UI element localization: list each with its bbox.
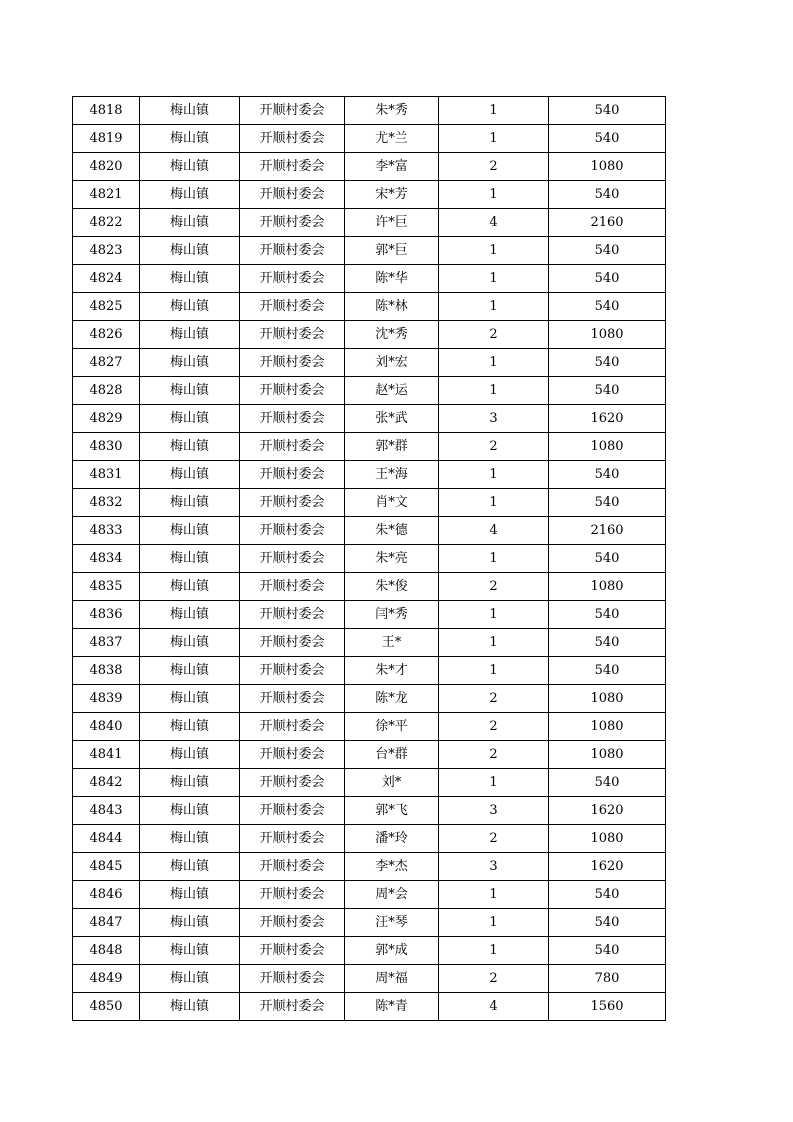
table-row	[73, 937, 666, 965]
cell-serial-number: 4824	[73, 265, 140, 293]
cell-name: 闫*秀	[345, 601, 439, 629]
cell-name: 宋*芳	[345, 181, 439, 209]
cell-amount: 540	[549, 461, 666, 489]
cell-amount: 1080	[549, 433, 666, 461]
cell-village: 开顺村委会	[240, 993, 345, 1021]
cell-amount: 540	[549, 601, 666, 629]
cell-name: 汪*琴	[345, 909, 439, 937]
table-row	[73, 265, 666, 293]
cell-count: 4	[439, 209, 549, 237]
table-row	[73, 741, 666, 769]
cell-town: 梅山镇	[140, 573, 240, 601]
cell-serial-number: 4841	[73, 741, 140, 769]
cell-count: 2	[439, 965, 549, 993]
cell-town: 梅山镇	[140, 125, 240, 153]
cell-name: 郭*群	[345, 433, 439, 461]
cell-village: 开顺村委会	[240, 209, 345, 237]
cell-amount: 1560	[549, 993, 666, 1021]
cell-count: 1	[439, 461, 549, 489]
cell-amount: 540	[549, 909, 666, 937]
cell-village: 开顺村委会	[240, 685, 345, 713]
cell-village: 开顺村委会	[240, 489, 345, 517]
cell-name: 王*	[345, 629, 439, 657]
cell-count: 1	[439, 265, 549, 293]
table-row	[73, 489, 666, 517]
cell-count: 3	[439, 797, 549, 825]
cell-town: 梅山镇	[140, 853, 240, 881]
cell-serial-number: 4819	[73, 125, 140, 153]
cell-count: 1	[439, 545, 549, 573]
cell-amount: 540	[549, 97, 666, 125]
cell-town: 梅山镇	[140, 405, 240, 433]
cell-amount: 540	[549, 937, 666, 965]
table-row	[73, 713, 666, 741]
cell-town: 梅山镇	[140, 153, 240, 181]
table-row	[73, 573, 666, 601]
cell-name: 朱*德	[345, 517, 439, 545]
table-row	[73, 321, 666, 349]
cell-amount: 540	[549, 237, 666, 265]
cell-name: 朱*才	[345, 657, 439, 685]
cell-town: 梅山镇	[140, 181, 240, 209]
cell-town: 梅山镇	[140, 601, 240, 629]
cell-village: 开顺村委会	[240, 293, 345, 321]
cell-amount: 540	[549, 769, 666, 797]
cell-village: 开顺村委会	[240, 377, 345, 405]
cell-name: 周*会	[345, 881, 439, 909]
cell-count: 2	[439, 713, 549, 741]
table-row	[73, 209, 666, 237]
table-row	[73, 545, 666, 573]
cell-village: 开顺村委会	[240, 769, 345, 797]
cell-amount: 1080	[549, 825, 666, 853]
cell-town: 梅山镇	[140, 97, 240, 125]
roster-table-body	[73, 97, 666, 1021]
cell-serial-number: 4838	[73, 657, 140, 685]
cell-name: 尤*兰	[345, 125, 439, 153]
cell-name: 肖*文	[345, 489, 439, 517]
cell-village: 开顺村委会	[240, 853, 345, 881]
cell-village: 开顺村委会	[240, 545, 345, 573]
cell-name: 徐*平	[345, 713, 439, 741]
cell-amount: 540	[549, 349, 666, 377]
cell-serial-number: 4835	[73, 573, 140, 601]
cell-name: 沈*秀	[345, 321, 439, 349]
cell-village: 开顺村委会	[240, 965, 345, 993]
cell-amount: 1080	[549, 321, 666, 349]
cell-name: 周*福	[345, 965, 439, 993]
cell-name: 刘*宏	[345, 349, 439, 377]
cell-serial-number: 4828	[73, 377, 140, 405]
cell-serial-number: 4842	[73, 769, 140, 797]
cell-town: 梅山镇	[140, 685, 240, 713]
table-row	[73, 125, 666, 153]
cell-town: 梅山镇	[140, 993, 240, 1021]
cell-serial-number: 4825	[73, 293, 140, 321]
cell-village: 开顺村委会	[240, 321, 345, 349]
table-row	[73, 237, 666, 265]
cell-name: 陈*华	[345, 265, 439, 293]
table-row	[73, 881, 666, 909]
cell-serial-number: 4846	[73, 881, 140, 909]
table-row	[73, 349, 666, 377]
cell-amount: 540	[549, 489, 666, 517]
table-row	[73, 993, 666, 1021]
table-row	[73, 769, 666, 797]
cell-count: 2	[439, 153, 549, 181]
cell-town: 梅山镇	[140, 545, 240, 573]
cell-village: 开顺村委会	[240, 825, 345, 853]
cell-name: 潘*玲	[345, 825, 439, 853]
cell-amount: 540	[549, 657, 666, 685]
cell-village: 开顺村委会	[240, 153, 345, 181]
cell-amount: 1620	[549, 797, 666, 825]
table-row	[73, 293, 666, 321]
cell-count: 2	[439, 685, 549, 713]
cell-town: 梅山镇	[140, 741, 240, 769]
cell-count: 1	[439, 377, 549, 405]
cell-serial-number: 4832	[73, 489, 140, 517]
cell-serial-number: 4837	[73, 629, 140, 657]
cell-serial-number: 4829	[73, 405, 140, 433]
cell-name: 朱*亮	[345, 545, 439, 573]
cell-amount: 1080	[549, 713, 666, 741]
cell-amount: 2160	[549, 517, 666, 545]
cell-serial-number: 4820	[73, 153, 140, 181]
table-row	[73, 629, 666, 657]
cell-town: 梅山镇	[140, 489, 240, 517]
cell-village: 开顺村委会	[240, 629, 345, 657]
cell-town: 梅山镇	[140, 797, 240, 825]
cell-amount: 540	[549, 181, 666, 209]
cell-count: 1	[439, 881, 549, 909]
cell-amount: 2160	[549, 209, 666, 237]
cell-village: 开顺村委会	[240, 713, 345, 741]
cell-amount: 540	[549, 881, 666, 909]
table-row	[73, 181, 666, 209]
cell-amount: 1620	[549, 853, 666, 881]
cell-count: 3	[439, 853, 549, 881]
cell-name: 张*武	[345, 405, 439, 433]
cell-village: 开顺村委会	[240, 517, 345, 545]
cell-serial-number: 4848	[73, 937, 140, 965]
cell-amount: 780	[549, 965, 666, 993]
cell-amount: 1620	[549, 405, 666, 433]
cell-count: 4	[439, 517, 549, 545]
cell-amount: 1080	[549, 153, 666, 181]
table-row	[73, 825, 666, 853]
cell-serial-number: 4840	[73, 713, 140, 741]
cell-count: 1	[439, 237, 549, 265]
cell-village: 开顺村委会	[240, 797, 345, 825]
cell-town: 梅山镇	[140, 881, 240, 909]
cell-village: 开顺村委会	[240, 181, 345, 209]
cell-village: 开顺村委会	[240, 461, 345, 489]
cell-serial-number: 4823	[73, 237, 140, 265]
table-row	[73, 433, 666, 461]
cell-count: 2	[439, 741, 549, 769]
cell-name: 刘*	[345, 769, 439, 797]
cell-town: 梅山镇	[140, 657, 240, 685]
cell-town: 梅山镇	[140, 433, 240, 461]
cell-serial-number: 4844	[73, 825, 140, 853]
cell-village: 开顺村委会	[240, 937, 345, 965]
cell-serial-number: 4821	[73, 181, 140, 209]
table-row	[73, 517, 666, 545]
table-row	[73, 853, 666, 881]
cell-serial-number: 4830	[73, 433, 140, 461]
cell-town: 梅山镇	[140, 321, 240, 349]
table-row	[73, 797, 666, 825]
cell-count: 1	[439, 629, 549, 657]
cell-count: 4	[439, 993, 549, 1021]
cell-amount: 540	[549, 125, 666, 153]
cell-count: 1	[439, 937, 549, 965]
cell-name: 李*富	[345, 153, 439, 181]
cell-town: 梅山镇	[140, 769, 240, 797]
cell-town: 梅山镇	[140, 713, 240, 741]
cell-town: 梅山镇	[140, 377, 240, 405]
cell-count: 1	[439, 489, 549, 517]
cell-village: 开顺村委会	[240, 97, 345, 125]
table-row	[73, 97, 666, 125]
cell-town: 梅山镇	[140, 265, 240, 293]
cell-count: 1	[439, 909, 549, 937]
cell-village: 开顺村委会	[240, 573, 345, 601]
cell-count: 2	[439, 321, 549, 349]
cell-village: 开顺村委会	[240, 909, 345, 937]
cell-name: 许*巨	[345, 209, 439, 237]
cell-village: 开顺村委会	[240, 237, 345, 265]
cell-count: 2	[439, 573, 549, 601]
table-row	[73, 685, 666, 713]
cell-town: 梅山镇	[140, 461, 240, 489]
cell-serial-number: 4831	[73, 461, 140, 489]
table-row	[73, 601, 666, 629]
cell-amount: 540	[549, 377, 666, 405]
cell-serial-number: 4826	[73, 321, 140, 349]
cell-count: 1	[439, 601, 549, 629]
cell-village: 开顺村委会	[240, 741, 345, 769]
cell-serial-number: 4849	[73, 965, 140, 993]
cell-name: 朱*俊	[345, 573, 439, 601]
cell-name: 台*群	[345, 741, 439, 769]
cell-town: 梅山镇	[140, 237, 240, 265]
cell-name: 郭*成	[345, 937, 439, 965]
cell-name: 郭*巨	[345, 237, 439, 265]
cell-count: 3	[439, 405, 549, 433]
table-row	[73, 909, 666, 937]
cell-town: 梅山镇	[140, 517, 240, 545]
cell-count: 1	[439, 657, 549, 685]
cell-name: 李*杰	[345, 853, 439, 881]
roster-table	[72, 96, 666, 1021]
cell-count: 1	[439, 181, 549, 209]
cell-count: 1	[439, 293, 549, 321]
table-row	[73, 657, 666, 685]
cell-count: 2	[439, 433, 549, 461]
table-row	[73, 461, 666, 489]
cell-name: 陈*龙	[345, 685, 439, 713]
cell-amount: 540	[549, 629, 666, 657]
cell-count: 1	[439, 769, 549, 797]
cell-serial-number: 4839	[73, 685, 140, 713]
cell-serial-number: 4836	[73, 601, 140, 629]
cell-village: 开顺村委会	[240, 405, 345, 433]
cell-name: 赵*运	[345, 377, 439, 405]
cell-amount: 1080	[549, 573, 666, 601]
cell-town: 梅山镇	[140, 825, 240, 853]
cell-village: 开顺村委会	[240, 601, 345, 629]
cell-serial-number: 4834	[73, 545, 140, 573]
cell-serial-number: 4833	[73, 517, 140, 545]
cell-count: 1	[439, 349, 549, 377]
cell-name: 王*海	[345, 461, 439, 489]
cell-town: 梅山镇	[140, 629, 240, 657]
cell-village: 开顺村委会	[240, 657, 345, 685]
cell-count: 1	[439, 97, 549, 125]
cell-village: 开顺村委会	[240, 433, 345, 461]
cell-name: 郭*飞	[345, 797, 439, 825]
cell-count: 2	[439, 825, 549, 853]
cell-serial-number: 4822	[73, 209, 140, 237]
cell-village: 开顺村委会	[240, 349, 345, 377]
cell-amount: 1080	[549, 685, 666, 713]
table-row	[73, 965, 666, 993]
table-row	[73, 377, 666, 405]
cell-name: 陈*青	[345, 993, 439, 1021]
cell-village: 开顺村委会	[240, 265, 345, 293]
cell-name: 朱*秀	[345, 97, 439, 125]
cell-village: 开顺村委会	[240, 125, 345, 153]
cell-town: 梅山镇	[140, 349, 240, 377]
cell-count: 1	[439, 125, 549, 153]
cell-town: 梅山镇	[140, 209, 240, 237]
cell-serial-number: 4850	[73, 993, 140, 1021]
table-row	[73, 153, 666, 181]
cell-amount: 1080	[549, 741, 666, 769]
cell-town: 梅山镇	[140, 909, 240, 937]
cell-serial-number: 4818	[73, 97, 140, 125]
cell-name: 陈*林	[345, 293, 439, 321]
cell-amount: 540	[549, 265, 666, 293]
cell-amount: 540	[549, 545, 666, 573]
cell-serial-number: 4827	[73, 349, 140, 377]
cell-village: 开顺村委会	[240, 881, 345, 909]
cell-serial-number: 4847	[73, 909, 140, 937]
cell-serial-number: 4843	[73, 797, 140, 825]
cell-serial-number: 4845	[73, 853, 140, 881]
cell-town: 梅山镇	[140, 965, 240, 993]
table-row	[73, 405, 666, 433]
cell-town: 梅山镇	[140, 293, 240, 321]
cell-town: 梅山镇	[140, 937, 240, 965]
cell-amount: 540	[549, 293, 666, 321]
